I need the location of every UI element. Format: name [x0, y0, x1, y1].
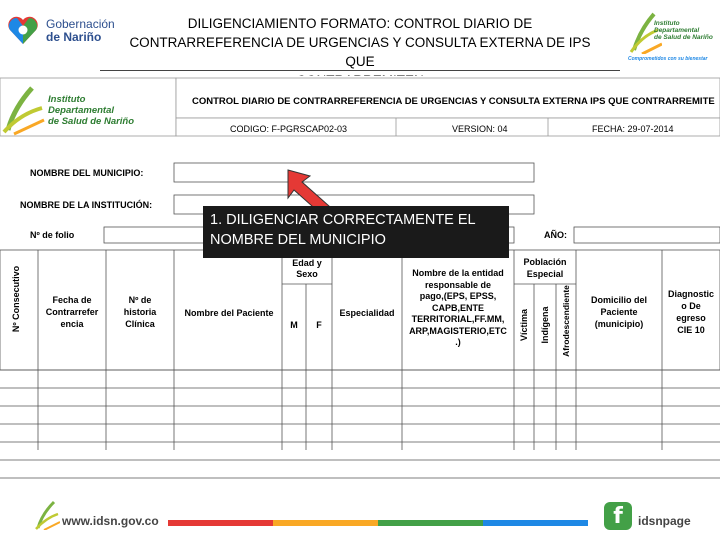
- col-diagnostico: [662, 288, 720, 336]
- col-m: M: [290, 320, 298, 330]
- col-diagnostico-line3: egreso: [676, 313, 706, 323]
- col-entidad-line7: .): [455, 337, 461, 347]
- heart-logo-icon: [6, 13, 40, 47]
- col-historia: [106, 294, 174, 330]
- col-entidad-line1: Nombre de la entidad: [412, 268, 504, 278]
- col-domicilio-line1: Domicilio del: [590, 295, 647, 305]
- gobernacion-line2: de Nariño: [46, 30, 102, 44]
- col-afro: Afrodescendiente: [561, 285, 571, 357]
- col-edad-line1: Edad y: [292, 258, 322, 268]
- col-victima: Víctima: [519, 309, 529, 342]
- col-entidad-line5: TERRITORIAL,FF.MM,: [411, 314, 505, 324]
- col-historia-line2: historia: [123, 307, 157, 317]
- idsn-line3: de Salud de Nariño: [654, 34, 713, 41]
- idsn-tagline: Comprometidos con su bienestar: [628, 56, 708, 62]
- title-divider: [100, 70, 620, 71]
- form-grid: [0, 76, 720, 498]
- anio-label: AÑO:: [544, 230, 567, 240]
- anio-input-box: [574, 227, 720, 243]
- col-entidad: [402, 268, 514, 349]
- col-fecha-line1: Fecha de: [52, 295, 92, 305]
- col-domicilio-line2: Paciente: [600, 307, 638, 317]
- col-entidad-line6: ARP,MAGISTERIO,ETC: [409, 325, 507, 336]
- col-entidad-line3: pago,(EPS, EPSS,: [419, 291, 497, 301]
- footer-color-bar: [168, 520, 588, 526]
- folio-label: Nº de folio: [30, 230, 75, 240]
- col-historia-line3: Clínica: [125, 319, 155, 329]
- municipio-label: NOMBRE DEL MUNICIPIO:: [30, 168, 144, 178]
- form-logo-line1: Instituto: [48, 94, 86, 105]
- col-domicilio-line3: (municipio): [594, 319, 644, 329]
- col-f: F: [316, 320, 322, 330]
- form-codigo: CODIGO: F-PGRSCAP02-03: [230, 124, 348, 134]
- callout-line2: NOMBRE DEL MUNICIPIO: [210, 232, 386, 248]
- col-historia-line1: Nº de: [128, 295, 152, 305]
- idsn-line2: Departamental: [654, 27, 700, 34]
- col-indigena: Indígena: [540, 306, 550, 344]
- gobernacion-line1: Gobernación: [46, 17, 115, 31]
- form-logo-line2: Departamental: [48, 105, 114, 116]
- col-poblacion-line2: Especial: [526, 269, 564, 279]
- col-fecha: [38, 294, 106, 330]
- col-diagnostico-line2: o De: [681, 301, 701, 311]
- title-line-2: CONTRARREFERENCIA DE URGENCIAS Y CONSULTA EXTERNA DE IPS QUE: [129, 35, 591, 69]
- col-poblacion: [514, 256, 576, 280]
- contrarreferencia-form: [0, 76, 720, 498]
- col-fecha-line3: encia: [60, 319, 84, 329]
- col-especialidad: Especialidad: [339, 308, 395, 318]
- col-diagnostico-line1: Diagnostic: [667, 289, 714, 299]
- instruction-callout: [203, 206, 509, 258]
- municipio-input-box: [174, 163, 534, 182]
- form-logo-line3: de Salud de Nariño: [48, 116, 135, 127]
- callout-line1: 1. DILIGENCIAR CORRECTAMENTE EL: [210, 212, 476, 228]
- col-edad-line2: Sexo: [296, 269, 318, 279]
- institucion-label: NOMBRE DE LA INSTITUCIÓN:: [20, 200, 153, 210]
- title-line-1: DILIGENCIAMIENTO FORMATO: CONTROL DIARIO DE: [187, 16, 533, 31]
- form-fecha: FECHA: 29-07-2014: [592, 124, 674, 134]
- col-consecutivo: Nº Consecutivo: [11, 265, 21, 333]
- idsn-line1: Instituto: [654, 20, 680, 27]
- col-paciente: Nombre del Paciente: [184, 308, 274, 318]
- col-entidad-line4: CAPB,ENTE: [431, 302, 484, 313]
- idsn-logo: [628, 10, 714, 68]
- gobernacion-logo: [6, 12, 116, 48]
- col-fecha-line2: Contrarrefer: [45, 307, 99, 317]
- footer-facebook-page[interactable]: idsnpage: [638, 514, 691, 528]
- facebook-icon[interactable]: f: [604, 502, 632, 530]
- form-version: VERSION: 04: [452, 124, 508, 134]
- col-edad-sexo: [282, 258, 332, 280]
- col-entidad-line2: responsable de: [424, 279, 492, 290]
- col-domicilio: [576, 294, 662, 330]
- form-title: CONTROL DIARIO DE CONTRARREFERENCIA DE URGENCIAS Y CONSULTA EXTERNA IPS QUE CONTRARREMITE: [192, 96, 715, 107]
- footer-wheat-icon: [34, 500, 60, 530]
- footer-url-link[interactable]: www.idsn.gov.co: [62, 514, 159, 528]
- col-poblacion-line1: Población: [523, 257, 567, 267]
- col-diagnostico-line4: CIE 10: [677, 325, 705, 335]
